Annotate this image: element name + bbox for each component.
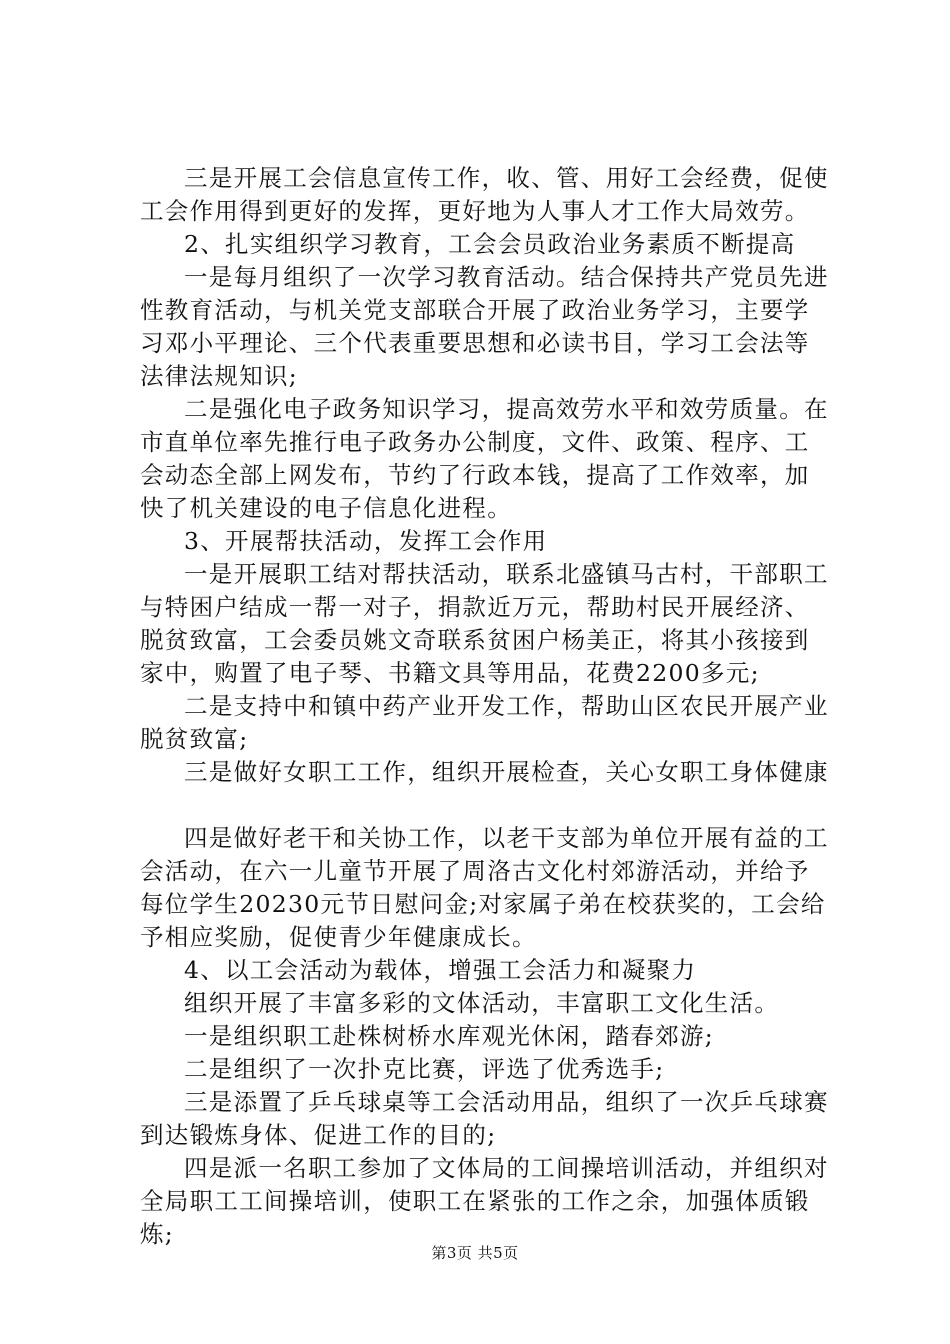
paragraph-line: 家中，购置了电子琴、书籍文具等用品，花费2200多元; xyxy=(140,659,760,687)
paragraph-line: 二是强化电子政务知识学习，提高效劳水平和效劳质量。在 xyxy=(184,395,829,423)
paragraph-line: 到达锻炼身体、促进工作的目的; xyxy=(140,1121,497,1149)
paragraph-line: 三是添置了乒乓球桌等工会活动用品，组织了一次乒乓球赛 xyxy=(184,1088,829,1116)
section-heading: 3、开展帮扶活动，发挥工会作用 xyxy=(184,527,548,555)
section-heading: 4、以工会活动为载体，增强工会活力和凝聚力 xyxy=(184,956,697,984)
paragraph-line: 性教育活动，与机关党支部联合开展了政治业务学习，主要学 xyxy=(140,296,810,324)
paragraph-line: 一是开展职工结对帮扶活动，联系北盛镇马古村，干部职工 xyxy=(184,560,829,588)
paragraph-line: 予相应奖励，促使青少年健康成长。 xyxy=(140,923,537,951)
paragraph-line: 习邓小平理论、三个代表重要思想和必读书目，学习工会法等 xyxy=(140,329,810,357)
document-body xyxy=(140,162,840,1251)
paragraph-line: 四是做好老干和关协工作，以老干支部为单位开展有益的工 xyxy=(184,824,829,852)
paragraph-line: 组织开展了丰富多彩的文体活动，丰富职工文化生活。 xyxy=(184,989,780,1017)
paragraph-line: 一是每月组织了一次学习教育活动。结合保持共产党员先进 xyxy=(184,263,829,291)
paragraph-line: 炼; xyxy=(140,1220,175,1248)
section-heading: 2、扎实组织学习教育，工会会员政治业务素质不断提高 xyxy=(184,230,796,258)
paragraph-line: 快了机关建设的电子信息化进程。 xyxy=(140,494,512,522)
paragraph-line: 会活动，在六一儿童节开展了周洛古文化村郊游活动，并给予 xyxy=(140,857,810,885)
paragraph-line: 三是开展工会信息宣传工作，收、管、用好工会经费，促使 xyxy=(184,164,829,192)
paragraph-line: 每位学生20230元节日慰问金;对家属子弟在校获奖的，工会给 xyxy=(140,890,826,918)
paragraph-line: 二是组织了一次扑克比赛，评选了优秀选手; xyxy=(184,1055,665,1083)
paragraph-line: 与特困户结成一帮一对子，捐款近万元，帮助村民开展经济、 xyxy=(140,593,810,621)
paragraph-line: 法律法规知识; xyxy=(140,362,299,390)
paragraph-line: 脱贫致富，工会委员姚文奇联系贫困户杨美正，将其小孩接到 xyxy=(140,626,810,654)
paragraph-line: 脱贫致富; xyxy=(140,725,249,753)
paragraph-line: 一是组织职工赴株树桥水库观光休闲，踏春郊游; xyxy=(184,1022,715,1050)
paragraph-line: 二是支持中和镇中药产业开发工作，帮助山区农民开展产业 xyxy=(184,692,829,720)
paragraph-line: 会动态全部上网发布，节约了行政本钱，提高了工作效率，加 xyxy=(140,461,810,489)
page-number-footer: 第3页 共5页 xyxy=(431,1244,519,1262)
paragraph-line: 工会作用得到更好的发挥，更好地为人事人才工作大局效劳。 xyxy=(140,197,810,225)
blank-line xyxy=(140,789,840,822)
paragraph-line: 四是派一名职工参加了文体局的工间操培训活动，并组织对 xyxy=(184,1154,829,1182)
paragraph-line: 三是做好女职工工作，组织开展检查，关心女职工身体健康 xyxy=(184,758,829,786)
paragraph-line: 市直单位率先推行电子政务办公制度，文件、政策、程序、工 xyxy=(140,428,810,456)
paragraph-line: 全局职工工间操培训，使职工在紧张的工作之余，加强体质锻 xyxy=(140,1187,810,1215)
